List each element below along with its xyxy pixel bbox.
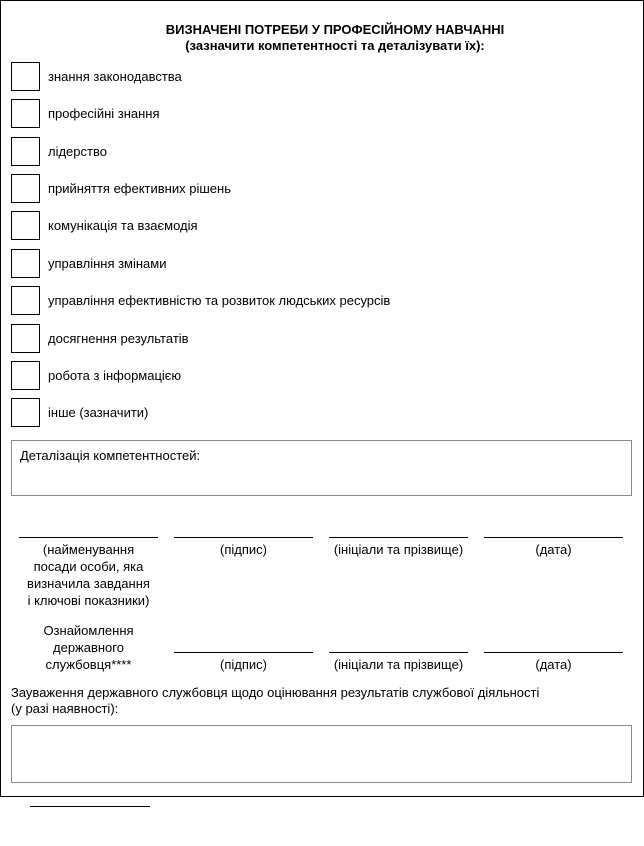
name-caption: (ініціали та прізвище) <box>333 657 464 672</box>
competency-row <box>11 323 189 353</box>
date-caption: (дата) <box>535 542 572 557</box>
signature-caption: (підпис) <box>220 542 267 557</box>
checkbox[interactable] <box>11 249 40 278</box>
name-line[interactable] <box>329 537 468 538</box>
signature-line[interactable] <box>174 537 313 538</box>
form-title: ВИЗНАЧЕНІ ПОТРЕБИ У ПРОФЕСІЙНОМУ НАВЧАННІ <box>165 22 505 37</box>
competency-label: лідерство <box>48 143 107 159</box>
name-caption: (ініціали та прізвище) <box>333 542 464 557</box>
competency-label: досягнення результатів <box>48 330 189 346</box>
footnote-rule <box>30 806 150 807</box>
remarks-field[interactable] <box>11 725 632 783</box>
date-line[interactable] <box>484 537 623 538</box>
signature-caption: (підпис) <box>220 657 267 672</box>
competency-label: знання законодавства <box>48 68 182 84</box>
competency-label: комунікація та взаємодія <box>48 217 198 233</box>
position-caption: (найменування посади особи, яка визначила завдання і ключові показники) <box>27 542 150 608</box>
competency-label: управління змінами <box>48 255 167 271</box>
date-line[interactable] <box>484 652 623 653</box>
competency-row <box>11 285 390 315</box>
competency-row <box>11 173 231 203</box>
competency-row <box>11 397 148 427</box>
competency-label: управління ефективністю та розвиток людських ресурсів <box>48 292 391 308</box>
acknowledgement-caption: Ознайомлення державного службовця**** <box>43 623 134 672</box>
competency-label: професійні знання <box>48 105 160 121</box>
competency-row <box>11 248 167 278</box>
form-subtitle: (зазначити компетентності та деталізувати їх): <box>185 38 485 53</box>
checkbox[interactable] <box>11 174 40 203</box>
competency-detail-field[interactable] <box>11 440 632 496</box>
checkbox[interactable] <box>11 137 40 166</box>
competency-label: інше (зазначити) <box>48 404 149 420</box>
checkbox[interactable] <box>11 361 40 390</box>
date-caption: (дата) <box>535 657 572 672</box>
checkbox[interactable] <box>11 99 40 128</box>
competency-row <box>11 98 160 128</box>
signature-line[interactable] <box>174 652 313 653</box>
competency-label: прийняття ефективних рішень <box>48 180 231 196</box>
checkbox[interactable] <box>11 398 40 427</box>
checkbox[interactable] <box>11 211 40 240</box>
checkbox[interactable] <box>11 324 40 353</box>
checkbox[interactable] <box>11 286 40 315</box>
checkbox[interactable] <box>11 62 40 91</box>
remarks-label: Зауваження державного службовця щодо оцінювання результатів службової діяльності (у разі наявності): <box>11 685 540 716</box>
competency-label: робота з інформацією <box>48 367 182 383</box>
competency-row <box>11 360 181 390</box>
competency-row <box>11 136 107 166</box>
competency-row <box>11 61 182 91</box>
position-line[interactable] <box>19 537 158 538</box>
competency-row <box>11 210 198 240</box>
competency-detail-label: Деталізація компетентностей: <box>20 448 201 463</box>
name-line[interactable] <box>329 652 468 653</box>
